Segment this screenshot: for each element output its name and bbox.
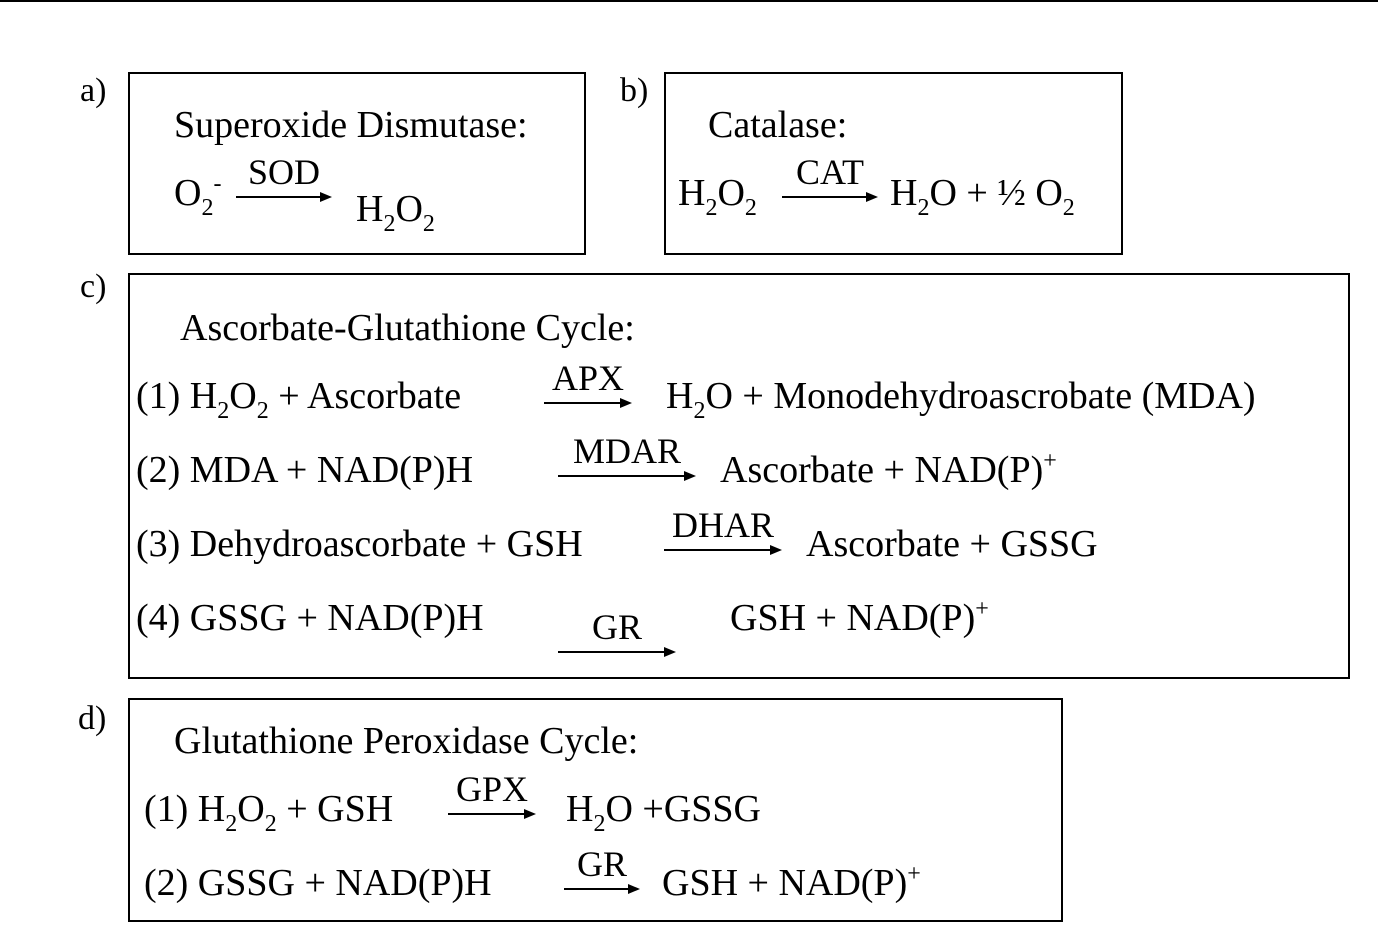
arrow-icon xyxy=(236,190,332,204)
panel-d-box xyxy=(128,698,1063,922)
dhar-arrow xyxy=(664,505,782,557)
r4-right: GSH + NAD(P) xyxy=(730,597,976,639)
product-sub2: 2 xyxy=(1062,195,1075,221)
d-r2-right: GSH + NAD(P) xyxy=(662,862,908,904)
d-reaction-1-left xyxy=(144,788,394,837)
reactant-sup: - xyxy=(213,171,222,197)
r2-right: Ascorbate + NAD(P) xyxy=(720,449,1044,491)
d-reaction-2-right xyxy=(662,861,921,907)
enzyme-label-dhar: DHAR xyxy=(671,505,775,545)
enzyme-label-sod: SOD xyxy=(247,152,321,192)
panel-b-title: Catalase: xyxy=(708,104,848,146)
c-reaction-1-left xyxy=(136,375,462,424)
enzyme-label-gpx: GPX xyxy=(455,769,529,809)
d-r2-sup: + xyxy=(907,861,921,887)
gpx-arrow xyxy=(448,769,536,821)
r1-prod-rest: O + Monodehydroascrobate (MDA) xyxy=(705,375,1256,417)
product-h: H xyxy=(890,172,918,214)
panel-a-box xyxy=(128,72,586,255)
d-reaction-2-left: (2) GSSG + NAD(P)H xyxy=(144,862,492,904)
enzyme-label-mdar: MDAR xyxy=(572,431,682,471)
c-reaction-2-right xyxy=(720,448,1057,494)
product-sub1: 2 xyxy=(917,195,930,221)
gr-arrow-d xyxy=(564,844,640,896)
arrow-icon xyxy=(558,645,676,659)
reactant-h: H xyxy=(678,172,706,214)
r1-num: (1) H xyxy=(136,375,218,417)
panel-a-title: Superoxide Dismutase: xyxy=(174,104,528,146)
panel-b-product xyxy=(890,172,1075,221)
product-rest: O + ½ O xyxy=(929,172,1063,214)
panel-a-letter: a) xyxy=(80,72,107,109)
d-r1-prod-rest: O +GSSG xyxy=(605,788,761,830)
panel-d-letter: d) xyxy=(78,700,107,737)
panel-b-reactant xyxy=(678,172,757,221)
panel-c-box xyxy=(128,273,1350,679)
arrow-icon xyxy=(564,882,640,896)
top-rule xyxy=(0,0,1378,2)
product-sub1: 2 xyxy=(383,211,396,237)
c-reaction-2-left: (2) MDA + NAD(P)H xyxy=(136,449,474,491)
r2-sup: + xyxy=(1043,448,1057,474)
product-sub2: 2 xyxy=(422,211,435,237)
c-reaction-1-right xyxy=(666,375,1256,424)
enzyme-label-apx: APX xyxy=(551,358,625,398)
panel-b-box xyxy=(664,72,1123,255)
panel-a-product xyxy=(356,188,435,237)
d-reaction-1-right xyxy=(566,788,761,837)
d-r1-prod-sub: 2 xyxy=(593,811,606,837)
c-reaction-3-left: (3) Dehydroascorbate + GSH xyxy=(136,523,583,565)
arrow-icon xyxy=(448,807,536,821)
cat-arrow xyxy=(782,152,878,204)
panel-a-reactant xyxy=(174,171,222,221)
d-r1-num: (1) H xyxy=(144,788,226,830)
panel-c-title: Ascorbate-Glutathione Cycle: xyxy=(180,307,635,349)
d-r1-mid: O xyxy=(237,788,265,830)
panel-d-title: Glutathione Peroxidase Cycle: xyxy=(174,720,639,762)
d-r1-rest: + GSH xyxy=(276,788,394,830)
apx-arrow xyxy=(544,358,632,410)
product-h: H xyxy=(356,188,384,230)
arrow-icon xyxy=(664,543,782,557)
enzyme-label-gr: GR xyxy=(591,607,643,647)
c-reaction-4-left: (4) GSSG + NAD(P)H xyxy=(136,597,484,639)
gr-arrow xyxy=(558,607,676,659)
enzyme-label-gr-d: GR xyxy=(576,844,628,884)
reactant-sub1: 2 xyxy=(705,195,718,221)
r4-sup: + xyxy=(975,596,989,622)
panel-b-letter: b) xyxy=(620,72,649,109)
reactant-sub2: 2 xyxy=(744,195,757,221)
arrow-icon xyxy=(544,396,632,410)
r1-prod-sub: 2 xyxy=(693,398,706,424)
r1-mid: O xyxy=(229,375,257,417)
d-r1-prod-h: H xyxy=(566,788,594,830)
r1-sub1: 2 xyxy=(217,398,230,424)
reactant-o: O xyxy=(174,172,202,214)
r1-prod-h: H xyxy=(666,375,694,417)
r1-rest: + Ascorbate xyxy=(268,375,462,417)
arrow-icon xyxy=(558,469,696,483)
r1-sub2: 2 xyxy=(256,398,269,424)
sod-arrow xyxy=(236,152,332,204)
reactant-sub: 2 xyxy=(201,195,214,221)
mdar-arrow xyxy=(558,431,696,483)
reactant-o: O xyxy=(717,172,745,214)
panel-c-letter: c) xyxy=(80,268,107,305)
c-reaction-3-right: Ascorbate + GSSG xyxy=(806,523,1098,565)
product-o: O xyxy=(395,188,423,230)
d-r1-sub2: 2 xyxy=(264,811,277,837)
arrow-icon xyxy=(782,190,878,204)
enzyme-label-cat: CAT xyxy=(795,152,865,192)
c-reaction-4-right xyxy=(730,596,989,642)
d-r1-sub1: 2 xyxy=(225,811,238,837)
